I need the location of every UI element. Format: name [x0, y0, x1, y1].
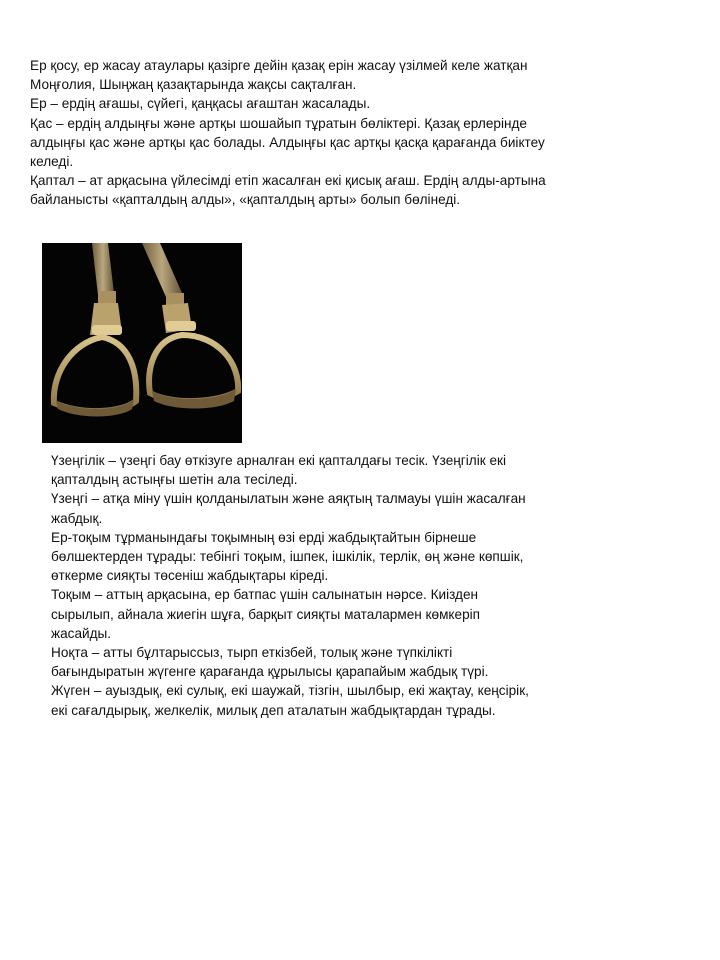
- details-line: екі сағалдырық, желкелік, милық деп аталатын жабдықтардан тұрады.: [51, 702, 496, 718]
- intro-line: Қаптал – ат арқасына үйлесімді етіп жасалған екі қисық ағаш. Ердің алды-артына: [30, 173, 546, 189]
- details-line: Ноқта – атты бұлтарыссыз, тырп еткізбей, толық және түпкілікті: [51, 645, 453, 661]
- intro-text-block: [30, 56, 670, 210]
- details-line: бағындыратын жүгенге қарағанда құрылысы қарапайым жабдық түрі.: [51, 664, 489, 680]
- details-text-block: [51, 451, 631, 720]
- details-line: Жүген – ауыздық, екі сулық, екі шаужай, тізгін, шылбыр, екі жақтау, кеңсірік,: [51, 683, 529, 699]
- stirrups-illustration: [42, 243, 242, 443]
- details-line: бөлшектерден тұрады: тебінгі тоқым, ішпек, ішкілік, терлік, өң және көпшік,: [51, 549, 524, 565]
- intro-line: алдыңғы қас және артқы қас болады. Алдыңғы қас артқы қасқа қарағанда биіктеу: [30, 134, 545, 150]
- details-line: Үзеңгі – атқа міну үшін қолданылатын және аяқтың талмауы үшін жасалған: [51, 491, 526, 507]
- stirrups-photo: [42, 243, 242, 443]
- intro-line: Ер қосу, ер жасау атаулары қазірге дейін қазақ ерін жасау үзілмей келе жатқан: [30, 58, 528, 73]
- intro-line: байланысты «қапталдың алды», «қапталдың арты» болып бөлінеді.: [30, 192, 461, 208]
- details-line: Ер-тоқым тұрманындағы тоқымның өзі ерді жабдықтайтын бірнеше: [51, 529, 477, 545]
- intro-line: Ер – ердің ағашы, сүйегі, қаңқасы ағаштан жасалады.: [30, 96, 371, 112]
- details-line: өткерме сияқты төсеніш жабдықтары кіреді.: [51, 568, 329, 584]
- intro-line: Моңғолия, Шыңжаң қазақтарында жақсы сақталған.: [30, 77, 357, 93]
- details-line: Тоқым – аттың арқасына, ер батпас үшін салынатын нәрсе. Киізден: [51, 587, 479, 603]
- details-line: қапталдың астыңғы шетін ала тесіледі.: [51, 472, 298, 488]
- details-line: жабдық.: [51, 510, 103, 526]
- intro-line: Қас – ердің алдыңғы және артқы шошайып тұратын бөліктері. Қазақ ерлерінде: [30, 115, 527, 131]
- intro-line: келеді.: [30, 154, 74, 170]
- details-line: жасайды.: [51, 625, 112, 641]
- details-line: Үзеңгілік – үзеңгі бау өткізуге арналған екі қапталдағы тесік. Үзеңгілік екі: [51, 453, 506, 468]
- details-line: сырылып, айнала жиегін шұға, барқыт сияқты маталармен көмкеріп: [51, 606, 481, 622]
